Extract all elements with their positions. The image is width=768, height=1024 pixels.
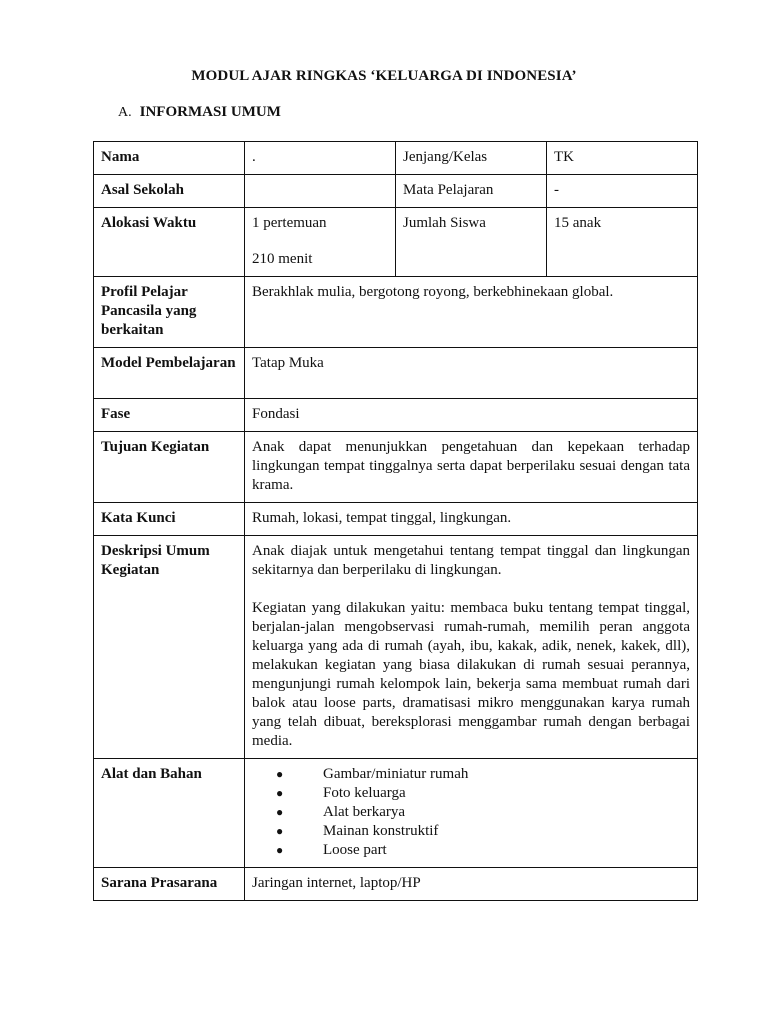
section-letter: A.: [118, 105, 132, 120]
value-kata-kunci: Rumah, lokasi, tempat tinggal, lingkungan.: [245, 503, 698, 536]
info-table: [93, 141, 698, 901]
bullet-icon: ●: [276, 767, 284, 781]
row-model: [94, 348, 698, 399]
value-mata-pelajaran: -: [547, 175, 698, 208]
row-alokasi-waktu: [94, 208, 698, 277]
deskripsi-paragraph-1: Anak diajak untuk mengetahui tentang tempat tinggal dan lingkungan sekitarnya dan berperilaku di lingkungan.: [252, 543, 690, 578]
value-alat-bahan: [245, 759, 698, 868]
label-kata-kunci: Kata Kunci: [94, 503, 245, 536]
value-alokasi-waktu: [245, 208, 396, 277]
label-model: Model Pembelajaran: [94, 348, 245, 399]
label-alokasi-waktu: Alokasi Waktu: [94, 208, 245, 277]
row-deskripsi: [94, 536, 698, 759]
value-nama: .: [245, 142, 396, 175]
section-heading: [118, 104, 281, 121]
value-sarana: Jaringan internet, laptop/HP: [245, 868, 698, 901]
row-tujuan: [94, 432, 698, 503]
label-asal-sekolah: Asal Sekolah: [94, 175, 245, 208]
bullet-icon: ●: [276, 843, 284, 857]
deskripsi-paragraph-2: Kegiatan yang dilakukan yaitu: membaca buku tentang tempat tinggal, berjalan-jalan mengobservasi rumah-rumah, memilih peran anggota keluarga yang ada di rumah (ayah, ibu, kakak, adik, nenek, kakek, dll), melakukan kegiatan yang biasa dilakukan di rumah sesuai perannya, mengunjungi rumah kelompok lain, bekerja sama membuat rumah dari balok atau loose parts, dramatisasi mikro menggunakan karya rumah yang telah dibuat, bereksplorasi menggambar rumah dengan berbagai media.: [252, 600, 690, 749]
bullet-icon: ●: [276, 824, 284, 838]
list-item: ● Mainan konstruktif: [276, 823, 439, 839]
value-jumlah-siswa: 15 anak: [547, 208, 698, 277]
value-deskripsi: [245, 536, 698, 759]
row-nama: [94, 142, 698, 175]
alokasi-line-1: 1 pertemuan: [252, 215, 327, 231]
row-fase: [94, 399, 698, 432]
label-nama: Nama: [94, 142, 245, 175]
alat-bahan-list: [252, 765, 690, 860]
row-sarana: [94, 868, 698, 901]
label-deskripsi: Deskripsi Umum Kegiatan: [94, 536, 245, 759]
value-profil: Berakhlak mulia, bergotong royong, berkebhinekaan global.: [245, 277, 698, 348]
row-alat-bahan: [94, 759, 698, 868]
label-sarana: Sarana Prasarana: [94, 868, 245, 901]
list-item: ● Foto keluarga: [276, 785, 406, 801]
label-fase: Fase: [94, 399, 245, 432]
bullet-icon: ●: [276, 786, 284, 800]
label-alat-bahan: Alat dan Bahan: [94, 759, 245, 868]
label-jumlah-siswa: Jumlah Siswa: [396, 208, 547, 277]
row-kata-kunci: [94, 503, 698, 536]
label-jenjang: Jenjang/Kelas: [396, 142, 547, 175]
document-title: MODUL AJAR RINGKAS ‘KELUARGA DI INDONESIA’: [191, 68, 577, 84]
row-asal-sekolah: [94, 175, 698, 208]
list-item: ● Loose part: [276, 842, 387, 858]
value-asal-sekolah: [245, 175, 396, 208]
value-tujuan: Anak dapat menunjukkan pengetahuan dan kepekaan terhadap lingkungan tempat tinggalnya serta dapat berperilaku sesuai dengan tata krama.: [245, 432, 698, 503]
row-profil: [94, 277, 698, 348]
label-mata-pelajaran: Mata Pelajaran: [396, 175, 547, 208]
value-jenjang: TK: [547, 142, 698, 175]
section-title: INFORMASI UMUM: [139, 104, 281, 120]
label-profil: Profil Pelajar Pancasila yang berkaitan: [94, 277, 245, 348]
value-fase: Fondasi: [245, 399, 698, 432]
value-model: Tatap Muka: [245, 348, 698, 399]
bullet-icon: ●: [276, 805, 284, 819]
list-item: ● Gambar/miniatur rumah: [276, 766, 469, 782]
alokasi-line-2: 210 menit: [252, 251, 313, 267]
label-tujuan: Tujuan Kegiatan: [94, 432, 245, 503]
list-item: ● Alat berkarya: [276, 804, 406, 820]
